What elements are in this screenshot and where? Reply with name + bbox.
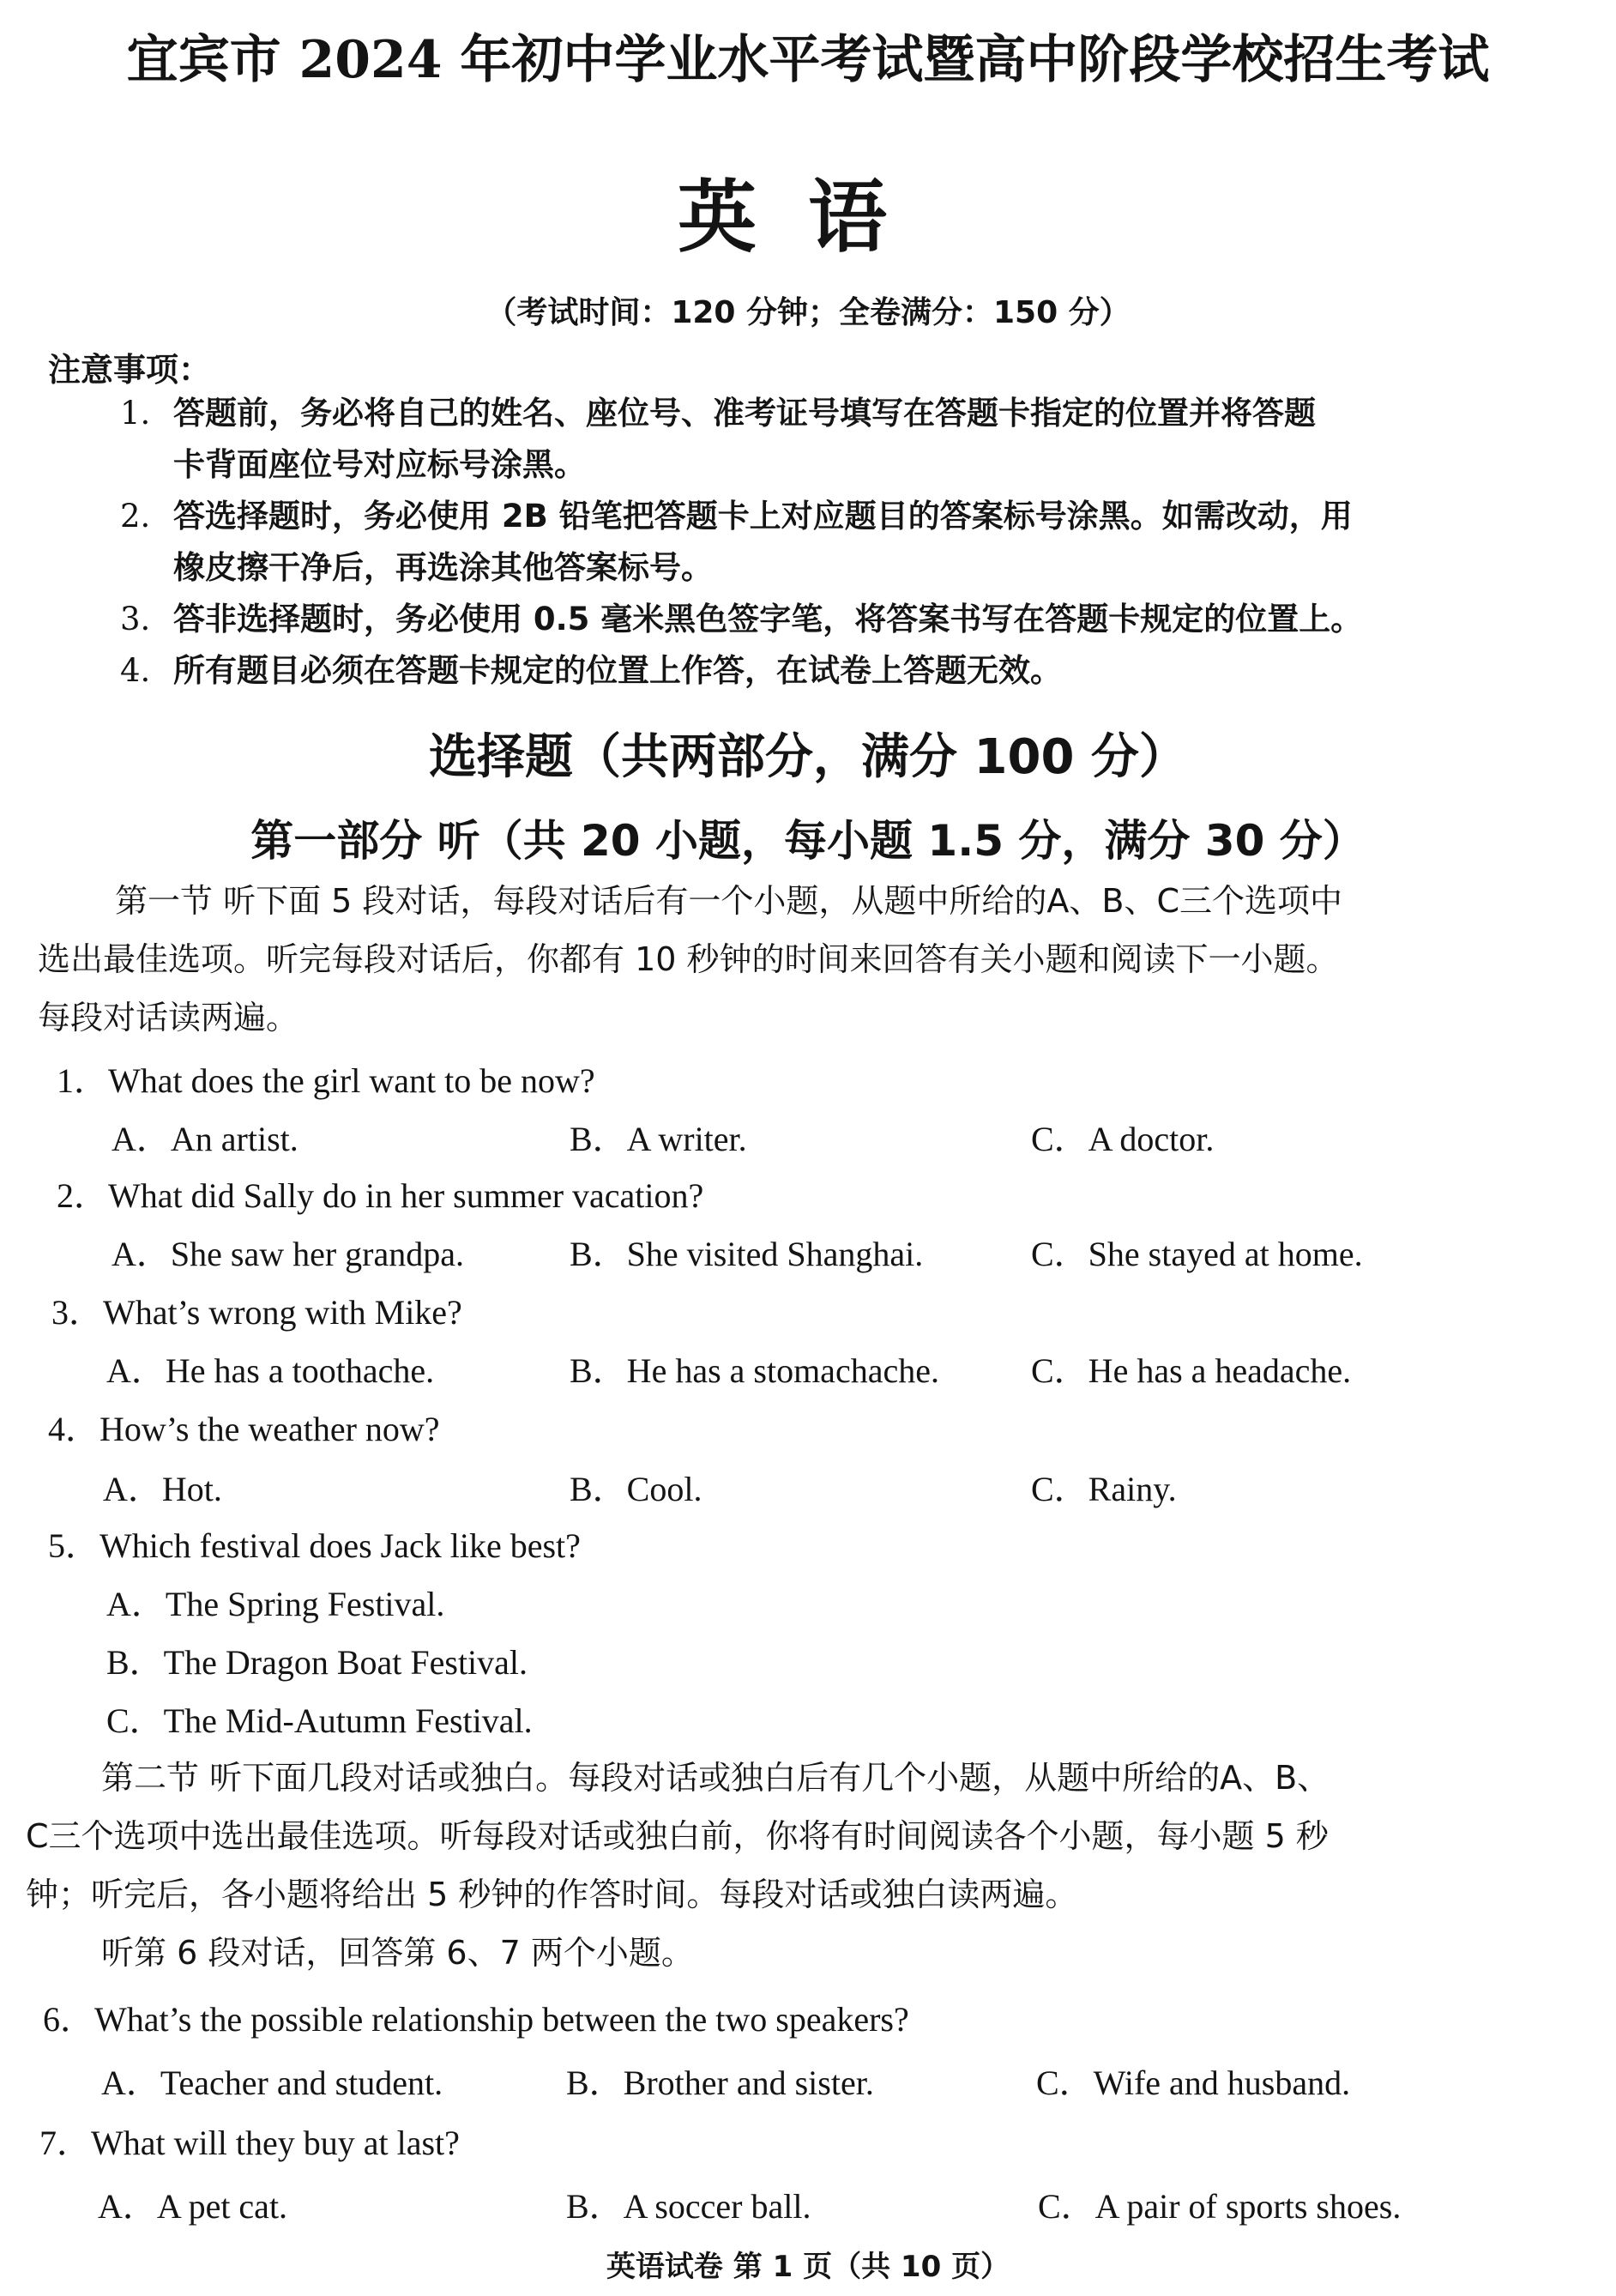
- question-number: 6．: [43, 2000, 94, 2039]
- section-heading: 选择题（共两部分，满分 100 分）: [429, 729, 1187, 785]
- option-b: B．A soccer ball.: [566, 2187, 811, 2226]
- question-number: 7．: [39, 2124, 91, 2162]
- notice-line: 卡背面座位号对应标号涂黑。: [173, 446, 586, 483]
- dialogue-instruction: 听第 6 段对话，回答第 6、7 两个小题。: [101, 1934, 694, 1972]
- option-a: A．The Spring Festival.: [106, 1585, 445, 1623]
- notice-num: 2.: [120, 498, 151, 535]
- notice-line: 答非选择题时，务必使用 0.5 毫米黑色签字笔，将答案书写在答题卡规定的位置上。: [173, 601, 1363, 637]
- option-c: C．A pair of sports shoes.: [1038, 2187, 1402, 2226]
- notice-heading: 注意事项：: [48, 351, 212, 389]
- question-text: Which festival does Jack like best?: [99, 1526, 581, 1565]
- notice-line: 橡皮擦干净后，再选涂其他答案标号。: [173, 549, 713, 586]
- question-5: [48, 1519, 581, 1568]
- notice-num: 4.: [120, 652, 151, 689]
- question-number: 3．: [51, 1293, 103, 1332]
- option-b: B．He has a stomachache.: [570, 1351, 939, 1390]
- question-number: 2．: [57, 1176, 108, 1215]
- question-1: [57, 1054, 595, 1103]
- question-number: 4．: [48, 1410, 99, 1448]
- notice-line: 所有题目必须在答题卡规定的位置上作答，在试卷上答题无效。: [173, 652, 1062, 689]
- notice-line: 答选择题时，务必使用 2B 铅笔把答题卡上对应题目的答案标号涂黑。如需改动，用: [173, 498, 1353, 535]
- option-c: C．A doctor.: [1031, 1120, 1215, 1158]
- question-text: What will they buy at last?: [91, 2124, 460, 2162]
- section1-instruction-line: 每段对话读两遍。: [38, 999, 299, 1036]
- section1-instruction-line: 第一节 听下面 5 段对话，每段对话后有一个小题，从题中所给的A、B、C三个选项中: [115, 882, 1343, 920]
- option-c: C．Wife and husband.: [1036, 2063, 1351, 2102]
- question-text: What’s wrong with Mike?: [103, 1293, 462, 1332]
- exam-info: （考试时间：120 分钟；全卷满分：150 分）: [485, 295, 1131, 330]
- option-a: A．He has a toothache.: [106, 1351, 435, 1390]
- question-2: [57, 1169, 703, 1217]
- part1-heading: 第一部分 听（共 20 小题，每小题 1.5 分，满分 30 分）: [250, 816, 1366, 866]
- notice-num: 3.: [120, 601, 151, 637]
- notice-num: 1.: [120, 395, 151, 432]
- option-c: C．The Mid-Autumn Festival.: [106, 1701, 533, 1740]
- option-a: A．A pet cat.: [98, 2187, 288, 2226]
- notice-item-2: [120, 491, 1353, 542]
- option-b: B．Brother and sister.: [566, 2063, 874, 2102]
- option-a: A．Teacher and student.: [101, 2063, 443, 2102]
- option-a: A．An artist.: [112, 1120, 298, 1158]
- subject-title: 英语: [677, 171, 938, 263]
- question-7: [39, 2116, 460, 2165]
- section2-instruction-line: C三个选项中选出最佳选项。听每段对话或独白前，你将有时间阅读各个小题，每小题 5 秒: [26, 1817, 1329, 1855]
- option-c: C．She stayed at home.: [1031, 1235, 1363, 1273]
- option-b: B．She visited Shanghai.: [570, 1235, 924, 1273]
- section1-instruction-line: 选出最佳选项。听完每段对话后，你都有 10 秒钟的时间来回答有关小题和阅读下一小题。: [38, 940, 1339, 978]
- section2-instruction-line: 钟；听完后，各小题将给出 5 秒钟的作答时间。每段对话或独白读两遍。: [26, 1876, 1078, 1913]
- question-text: What’s the possible relationship between the two speakers?: [94, 2000, 909, 2039]
- exam-title: 宜宾市 2024 年初中学业水平考试暨高中阶段学校招生考试: [126, 30, 1490, 90]
- page-footer: 英语试卷 第 1 页（共 10 页）: [606, 2250, 1010, 2284]
- notice-item-1: [120, 388, 1316, 439]
- question-text: How’s the weather now?: [99, 1410, 440, 1448]
- option-b: B．The Dragon Boat Festival.: [106, 1643, 528, 1682]
- option-c: C．He has a headache.: [1031, 1351, 1352, 1390]
- notice-line: 答题前，务必将自己的姓名、座位号、准考证号填写在答题卡指定的位置并将答题: [173, 395, 1316, 432]
- notice-item-4: [120, 645, 1062, 697]
- question-3: [51, 1285, 462, 1334]
- section2-instruction-line: 第二节 听下面几段对话或独白。每段对话或独白后有几个小题，从题中所给的A、B、: [101, 1759, 1330, 1797]
- question-number: 1．: [57, 1061, 108, 1100]
- option-a: A．She saw her grandpa.: [112, 1235, 464, 1273]
- option-b: B．A writer.: [570, 1120, 747, 1158]
- question-4: [48, 1402, 440, 1451]
- question-6: [43, 1992, 909, 2041]
- option-c: C．Rainy.: [1031, 1470, 1177, 1508]
- option-a: A．Hot.: [103, 1470, 222, 1508]
- question-text: What does the girl want to be now?: [108, 1061, 595, 1100]
- option-b: B．Cool.: [570, 1470, 702, 1508]
- question-number: 5．: [48, 1526, 99, 1565]
- notice-item-3: [120, 594, 1362, 645]
- question-text: What did Sally do in her summer vacation?: [108, 1176, 704, 1215]
